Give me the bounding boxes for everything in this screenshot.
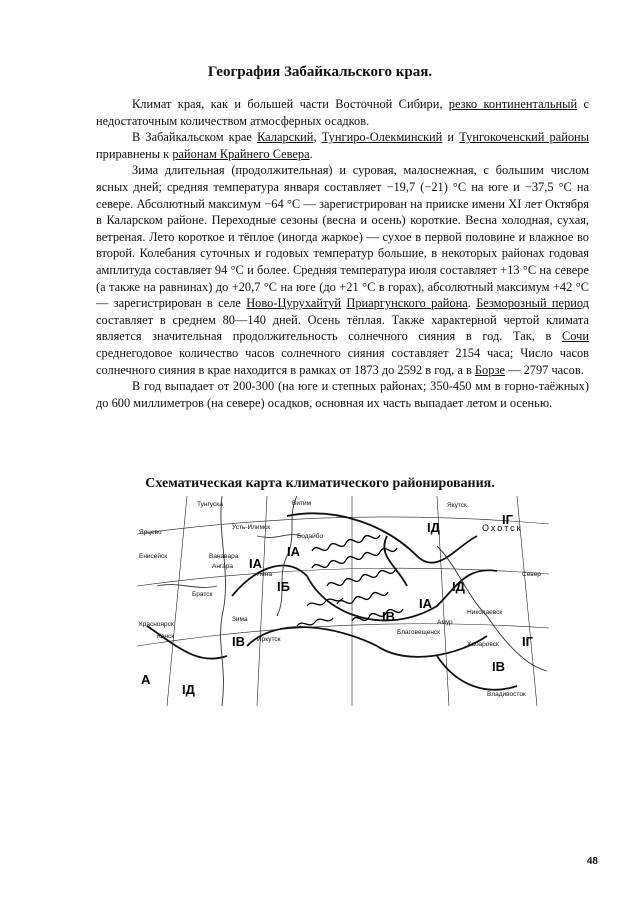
map-label: Зима: [232, 616, 248, 623]
linked-term: Борзе: [474, 362, 505, 377]
zone-label: IД: [182, 682, 195, 697]
zone-label: А: [141, 672, 151, 687]
map-label: Хабаровск: [467, 641, 499, 648]
page-number: 48: [586, 856, 598, 867]
zone-labels: [141, 512, 534, 697]
map-label: Николаевск: [467, 609, 503, 616]
map-title: Схематическая карта климатического районирования.: [145, 476, 495, 491]
climate-zoning-map: [137, 496, 549, 706]
linked-term: Тунгиро-Олекминский: [321, 130, 443, 145]
map-label: Тунгуска: [197, 501, 223, 508]
zone-boundaries: [147, 513, 517, 689]
linked-term: Тунгокоченский районы: [459, 130, 589, 145]
zone-label: IД: [452, 579, 465, 594]
zone-label: IА: [249, 556, 262, 571]
map-label: Лена: [257, 571, 273, 578]
paragraph: Климат края, как и большей части Восточной Сибири, резко континентальный с недостаточным количеством атмосферных осадков.: [96, 97, 589, 128]
map-label: Ванавара: [209, 553, 239, 560]
linked-term: районам Крайнего Севера: [172, 146, 310, 161]
document-title: География Забайкальского края.: [207, 64, 433, 80]
map-label: Амур: [437, 619, 453, 626]
zone-label: IБ: [277, 579, 290, 594]
paragraph: В Забайкальском крае Каларский, Тунгиро-Олекминский и Тунгокоченский районы приравнены к районам Крайнего Севера.: [96, 130, 589, 161]
map-label: Якутск: [447, 502, 467, 509]
linked-term: резко континентальный: [448, 97, 578, 111]
map-label: Ангара: [212, 563, 233, 570]
map-label: Бодайбо: [297, 533, 324, 540]
map-label: Благовещенск: [397, 629, 441, 636]
map-label: Красноярск: [139, 621, 174, 628]
place-labels: [139, 500, 541, 698]
zone-label: IВ: [492, 659, 505, 674]
map-label: Усть-Илимск: [232, 524, 271, 531]
map-label: Север: [522, 571, 541, 578]
linked-term: Сочи: [561, 329, 589, 344]
map-label: Канск: [157, 633, 175, 640]
linked-term: Ново-Цурухайтуй: [246, 296, 342, 311]
paragraph: Зима длительная (продолжительная) и суровая, малоснежная, с большим числом ясных дней; средняя температура января составляет −19,7 (−21) °C на юге и −37,5 °C на севере. Абсолютный максимум −64 °C — зарегистрирован на прииске имени XI лет Октября в Каларском районе. Переходные сезоны (весна и осень) короткие. Весна холодная, сухая, ветреная. Лето короткое и тёплое (иногда жаркое) — сухое в первой половине и влажное во второй. Колебания суточных и годовых температур большие, в некоторых районах годовая амплитуда составляет 94 °C и более. Средняя температура июля составляет +13 °C на севере (а также на равнинах) до +20,7 °C на юге (до +21 °C в горах), абсолютный максимум +42 °C — зарегистрирован в селе Ново-Цурухайтуй Приаргунского района. Безморозный период составляет в среднем 80—140 дней. Осень тёплая. Также характерной чертой климата является значительная продолжительность солнечного сияния в год. Так, в Сочи среднегодовое количество часов солнечного сияния составляет 2154 часа; Число часов солнечного сияния в крае находится в рамках от 1873 до 2592 в год, а в Борзе — 2797 часов.: [96, 163, 589, 377]
zone-label: IГ: [522, 634, 533, 649]
map-label: Охотск: [482, 523, 523, 533]
linked-term: Безморозный период: [476, 296, 589, 311]
map-label: Ярцево: [139, 529, 162, 536]
zone-label: IА: [287, 544, 300, 559]
map-label: Братск: [192, 591, 213, 598]
linked-term: Каларский: [257, 130, 314, 145]
zone-label: IД: [427, 520, 440, 535]
zone-label: IГ: [502, 512, 513, 527]
zone-label: IВ: [382, 609, 395, 624]
document-body: [96, 96, 589, 411]
paragraph: В год выпадает от 200-300 (на юге и степных районах; 350-450 мм в горно-таёжных) до 600 миллиметров (на севере) осадков, основная их часть выпадает летом и осенью.: [96, 379, 589, 410]
zone-label: IА: [419, 596, 432, 611]
map-label: Иркутск: [257, 636, 281, 643]
linked-term: Приаргунского района: [346, 296, 468, 311]
zone-label: IВ: [232, 634, 245, 649]
map-label: Витим: [292, 500, 312, 507]
map-label: Владивосток: [487, 691, 526, 698]
map-label: Енисейск: [139, 553, 168, 560]
